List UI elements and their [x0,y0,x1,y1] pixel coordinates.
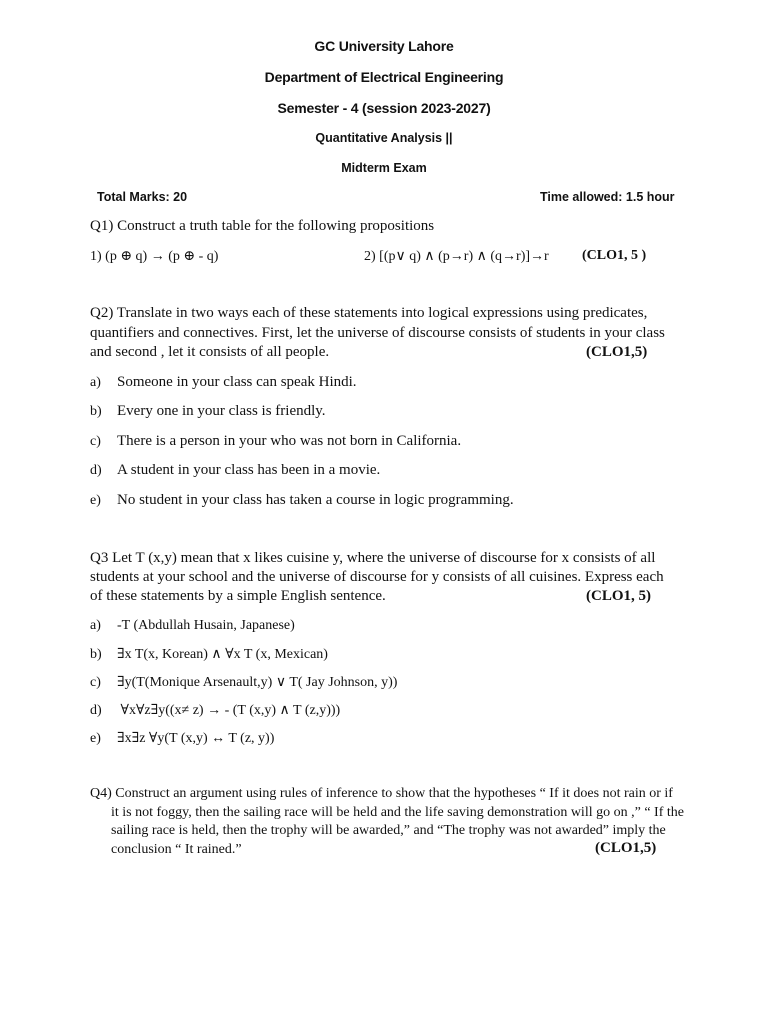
q3-item-c [90,674,397,691]
item-text: -T (Abdullah Husain, Japanese) [117,618,295,633]
q3-stem-line-2: students at your school and the universe of discourse for y consists of all cuisines. Express each [90,569,664,585]
item-label: a) [90,618,101,633]
item-text: A student in your class has been in a movie. [117,462,381,478]
university-name: GC University Lahore [314,38,454,54]
item-label: e) [90,731,101,746]
q2-stem-line-3: and second , let it consists of all people. [90,344,330,360]
item-text: There is a person in your who was not born in California. [117,433,462,449]
item-text: ∀x∀z∃y((x≠ z) → - (T (x,y) ∧ T (z,y))) [117,703,341,718]
q3-item-d [90,702,340,719]
course-title: Quantitative Analysis || [315,131,453,145]
item-text: No student in your class has taken a course in logic programming. [117,492,514,508]
q4-clo: (CLO1,5) [595,840,657,856]
q2-stem-line-1: Q2) Translate in two ways each of these statements into logical expressions using predicates, [90,305,648,321]
q2-item-c [90,433,461,450]
q2-clo: (CLO1,5) [586,344,648,360]
q4-stem-line-3: sailing race is held, then the trophy will be awarded,” and “The trophy was not awarded” imply the [111,823,666,838]
q2-item-d [90,462,380,479]
item-label: b) [90,404,102,419]
item-label: e) [90,493,101,508]
q4-stem-line-4: conclusion “ It rained.” [111,842,242,857]
q3-clo: (CLO1, 5) [586,588,651,604]
q4-stem-line-2: it is not foggy, then the sailing race will be held and the life saving demonstration will go on ,” “ If the [111,805,684,820]
q3-stem-line-3: of these statements by a simple English sentence. [90,588,386,604]
item-text: ∃x∃z ∀y(T (x,y) ↔ T (z, y)) [117,731,275,746]
q3-item-e [90,730,274,747]
item-text: ∃x T(x, Korean) ∧ ∀x T (x, Mexican) [117,647,328,662]
q3-item-a [90,618,295,634]
q2-item-e [90,492,514,509]
q4-stem-line-1: Q4) Construct an argument using rules of inference to show that the hypotheses “ If it does not rain or if [90,786,673,801]
q1-stem: Q1) Construct a truth table for the following propositions [90,218,435,234]
item-label: b) [90,647,102,662]
department-name: Department of Electrical Engineering [264,69,504,85]
item-label: d) [90,463,102,478]
item-text: Every one in your class is friendly. [117,403,326,419]
item-text: Someone in your class can speak Hindi. [117,374,357,390]
q2-stem-line-2: quantifiers and connectives. First, let the universe of discourse consists of students in your class [90,325,665,341]
time-allowed: Time allowed: 1.5 hour [540,190,675,204]
q1-clo: (CLO1, 5 ) [582,248,647,263]
q2-item-a [90,374,357,391]
q3-stem-line-1: Q3 Let T (x,y) mean that x likes cuisine y, where the universe of discourse for x consists of all [90,550,656,566]
exam-title: Midterm Exam [341,161,427,175]
total-marks: Total Marks: 20 [97,190,188,204]
q1-proposition-1: 1) (p ⊕ q) → (p ⊕ - q) [90,249,219,264]
item-label: c) [90,434,101,449]
item-label: a) [90,375,101,390]
item-label: c) [90,675,101,690]
item-text: ∃y(T(Monique Arsenault,y) ∨ T( Jay Johnson, y)) [117,675,398,690]
q3-item-b [90,646,328,663]
q2-item-b [90,403,326,420]
semester-info: Semester - 4 (session 2023-2027) [277,100,491,116]
item-label: d) [90,703,102,718]
q1-proposition-2: 2) [(p∨ q) ∧ (p→r) ∧ (q→r)]→r [364,249,549,264]
